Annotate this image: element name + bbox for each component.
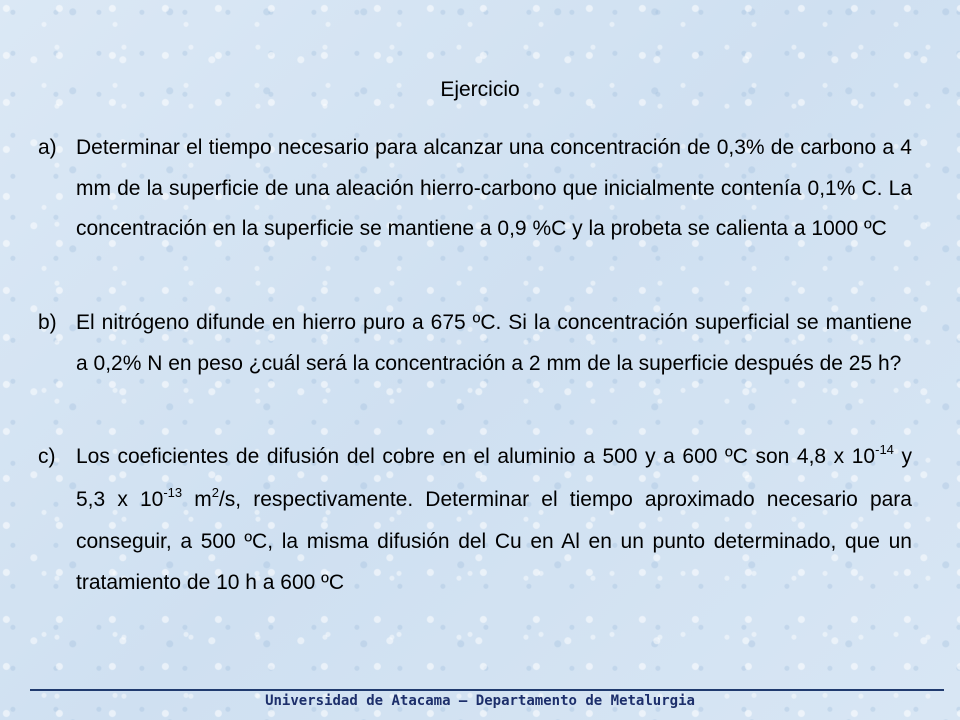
footer-text: Universidad de Atacama – Departamento de Metalurgia <box>265 693 695 709</box>
text-segment: /s, respectivamente. Determinar el tiempo aproximado necesario para conseguir, a 500 ºC, la misma difusión del Cu en Al en un punto determinado, que un tratamiento de 10 h a 600 ºC <box>76 487 912 594</box>
exponent: -14 <box>875 442 894 457</box>
text-segment: m <box>182 487 212 511</box>
exercise-text: El nitrógeno difunde en hierro puro a 675 ºC. Si la concentración superficial se mantiene a 0,2% N en peso ¿cuál será la concentración a 2 mm de la superficie después de 25 h? <box>76 311 912 375</box>
text-segment: Los coeficientes de difusión del cobre en el aluminio a 500 y a 600 ºC son 4,8 x 10 <box>76 445 876 468</box>
text-segment: y 5,3 x 10 <box>76 445 912 511</box>
slide-title: Ejercicio <box>440 78 520 101</box>
exponent: 2 <box>211 484 219 500</box>
exercise-marker: c) <box>38 445 56 468</box>
exponent: -13 <box>163 484 183 500</box>
exercise-b <box>38 303 912 384</box>
exercise-marker: a) <box>38 136 57 159</box>
exercise-c <box>38 437 912 603</box>
exercise-a <box>38 128 912 250</box>
exercise-text <box>76 437 912 603</box>
footer-divider <box>30 689 944 691</box>
exercise-text: Determinar el tiempo necesario para alcanzar una concentración de 0,3% de carbono a 4 mm de la superficie de una aleación hierro-carbono que inicialmente contenía 0,1% C. La concentración en la superficie se mantiene a 0,9 %C y la probeta se calienta a 1000 ºC <box>76 136 912 240</box>
exercise-marker: b) <box>38 311 57 334</box>
